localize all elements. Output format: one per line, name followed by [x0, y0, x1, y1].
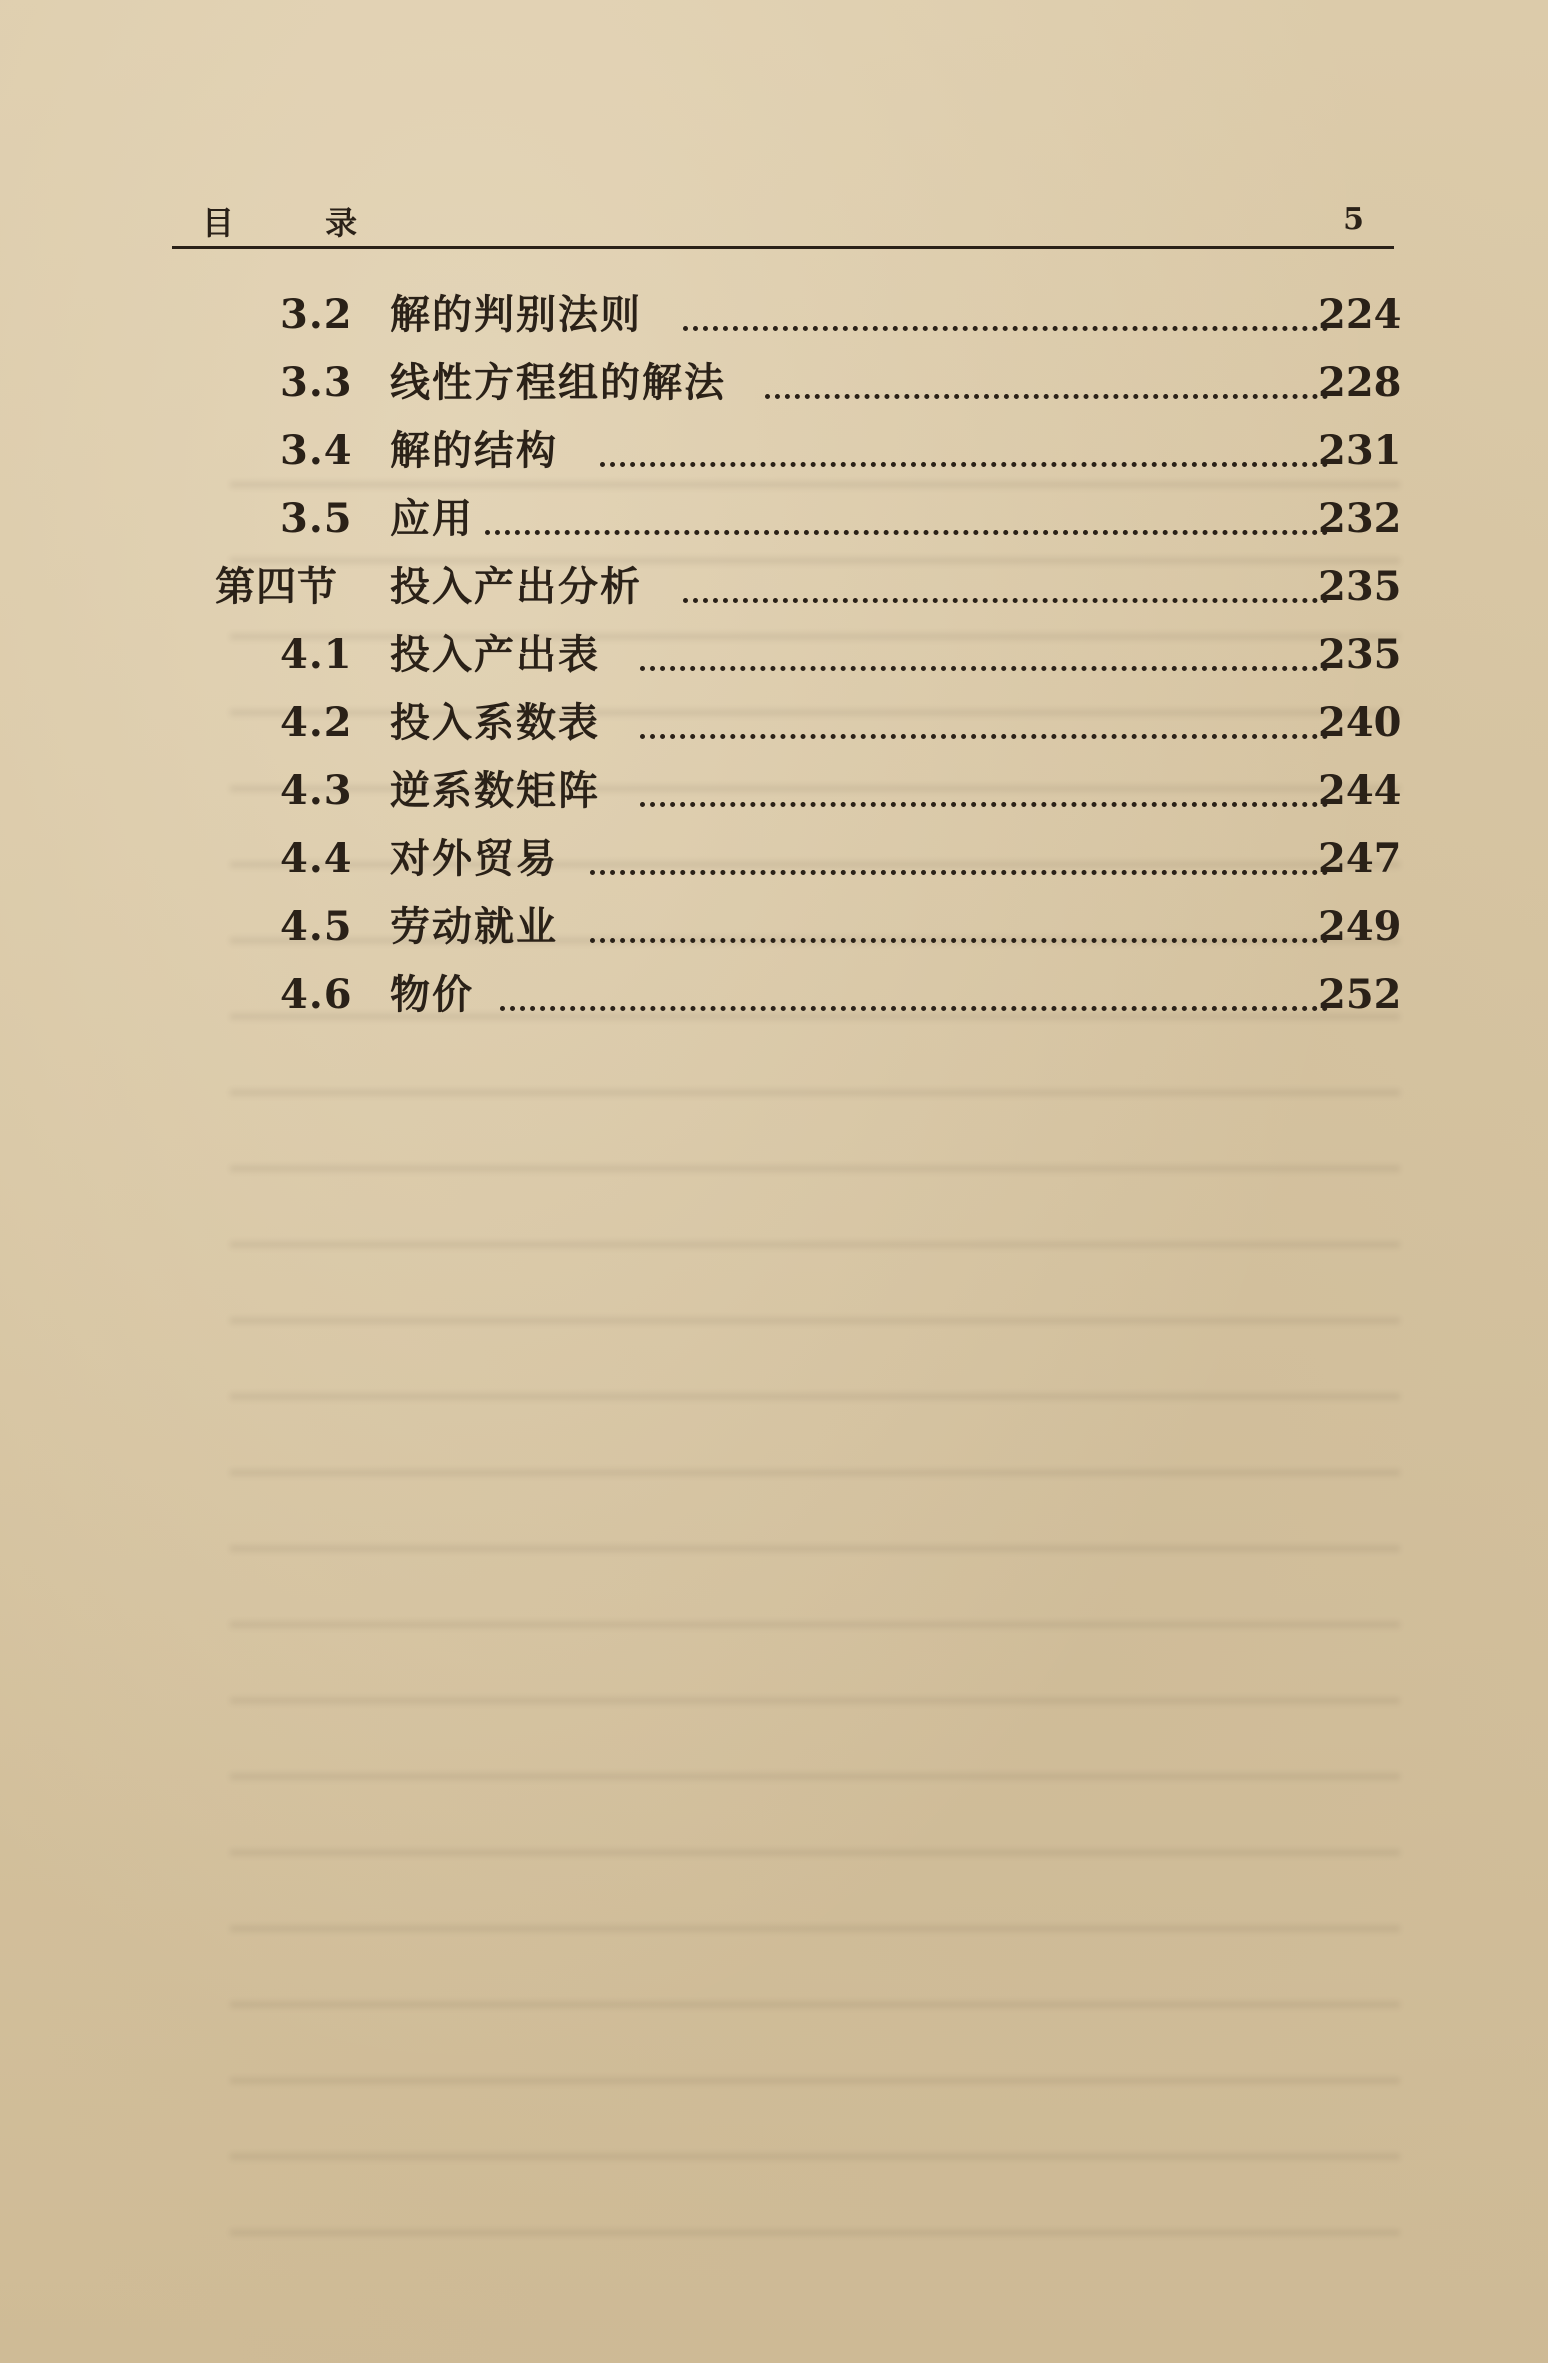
- toc-entry-title: 应用: [390, 495, 474, 542]
- toc-leader-dots: [590, 820, 1328, 875]
- toc-entry-number: 4.1: [280, 631, 353, 678]
- toc-entry-page: 231: [1318, 427, 1402, 474]
- toc-leader-dots: [485, 480, 1328, 535]
- toc-entry-number: 3.2: [280, 291, 353, 338]
- toc-entry-number: 3.5: [280, 495, 353, 542]
- toc-entry-page: 240: [1318, 699, 1402, 746]
- toc-entry-title: 投入产出分析: [390, 563, 642, 610]
- toc-leader-dots: [640, 752, 1328, 807]
- toc-entry-title: 解的结构: [390, 427, 558, 474]
- toc-entry-number: 4.3: [280, 767, 353, 814]
- running-header: [172, 190, 1394, 250]
- toc-entry-page: 247: [1318, 835, 1402, 882]
- toc-entry: [0, 970, 1548, 1034]
- toc-leader-dots: [500, 956, 1328, 1011]
- toc-entry-title: 解的判别法则: [390, 291, 642, 338]
- toc-leader-dots: [765, 344, 1328, 399]
- toc-entry-number: 3.3: [280, 359, 353, 406]
- toc-leader-dots: [600, 412, 1328, 467]
- toc-entry-page: 232: [1318, 495, 1402, 542]
- toc-leader-dots: [683, 548, 1328, 603]
- toc-leader-dots: [683, 276, 1328, 331]
- toc-entry-page: 249: [1318, 903, 1402, 950]
- toc-entry-title: 投入产出表: [390, 631, 600, 678]
- toc-section-label: 第四节: [215, 563, 338, 610]
- toc-entry-page: 224: [1318, 291, 1402, 338]
- toc-entry-title: 线性方程组的解法: [390, 359, 726, 406]
- toc-entry-number: 4.5: [280, 903, 353, 950]
- toc-entry-number: 4.2: [280, 699, 353, 746]
- toc-entry-number: 4.6: [280, 971, 353, 1018]
- header-rule: [172, 246, 1394, 249]
- toc-entry-title: 劳动就业: [390, 903, 558, 950]
- toc-entry-title: 投入系数表: [390, 699, 600, 746]
- toc-entry-page: 252: [1318, 971, 1402, 1018]
- page-number: 5: [1343, 202, 1364, 237]
- toc-leader-dots: [640, 684, 1328, 739]
- toc-entry-title: 物价: [390, 971, 474, 1018]
- toc-entry-page: 228: [1318, 359, 1402, 406]
- toc-leader-dots: [590, 888, 1328, 943]
- toc-entry-title: 对外贸易: [390, 835, 558, 882]
- header-title: 目 录: [202, 204, 398, 242]
- toc-entry-number: 3.4: [280, 427, 353, 474]
- toc-entry-page: 235: [1318, 631, 1402, 678]
- toc-entry-title: 逆系数矩阵: [390, 767, 600, 814]
- toc-entry-page: 235: [1318, 563, 1402, 610]
- toc-entry-number: 4.4: [280, 835, 353, 882]
- toc-leader-dots: [640, 616, 1328, 671]
- toc-entry-page: 244: [1318, 767, 1402, 814]
